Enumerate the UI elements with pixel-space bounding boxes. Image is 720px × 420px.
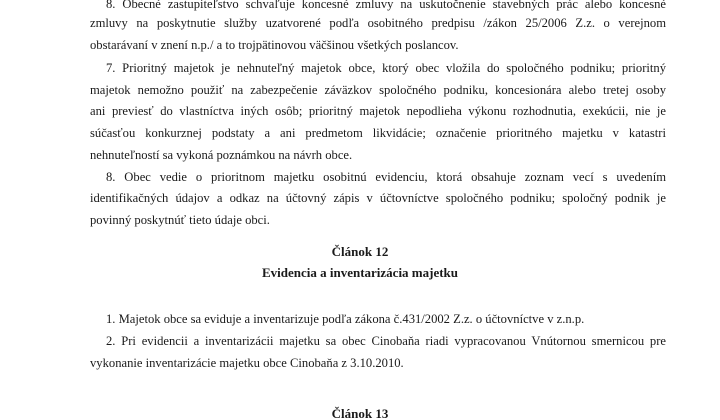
paragraph-7-line-1: 7. Prioritný majetok je nehnuteľný majetok obce, ktorý obec vložila do spoločného podniku; prioritný [106,61,666,75]
paragraph-8-line-2: identifikačných údajov a odkaz na účtovný zápis v účtovníctve spoločného podniku; spoločný podnik je [90,191,666,205]
article-12-paragraph-1: 1. Majetok obce sa eviduje a inventarizuje podľa zákona č.431/2002 Z.z. o účtovníctve v z.n.p. [106,312,585,326]
paragraph-7-line-5: nehnuteľností sa vykoná poznámkou na návrh obce. [90,148,353,162]
paragraph-6-line-3: obstarávaní v znení n.p./ a to trojpätinovou väčšinou všetkých poslancov. [90,38,459,52]
paragraph-8-line-1: 8. Obec vedie o prioritnom majetku osobitnú evidenciu, ktorá obsahuje zoznam vecí s uvedením [106,170,666,184]
article-12-title: Evidencia a inventarizácia majetku [261,265,459,280]
article-12-paragraph-2-line-1: 2. Pri evidencii a inventarizácii majetku sa obec Cinobaňa riadi vypracovanou Vnútornou smernicou pre [106,334,666,348]
paragraph-8-line-3: povinný poskytnúť tieto údaje obci. [90,213,270,227]
article-13-number: Článok 13 [331,406,389,420]
article-12-number: Článok 12 [331,244,389,259]
article-12-paragraph-2-line-2: vykonanie inventarizácie majetku obce Cinobaňa z 3.10.2010. [90,356,404,370]
paragraph-6-line-1: 8. Obecné zastupiteľstvo schvaľuje koncesné zmluvy na uskutočnenie stavebných prác alebo koncesné [106,0,666,11]
paragraph-7-line-4: súčasťou konkurznej podstaty a ani predmetom likvidácie; označenie prioritného majetku v katastri [90,126,666,140]
paragraph-7-line-3: ani previesť do vlastníctva iných osôb; prioritný majetok nepodlieha výkonu rozhodnutia, exekúcii, nie je [90,104,666,118]
paragraph-6-line-2: zmluvy na poskytnutie služby uzatvorené podľa osobitného predpisu /zákon 25/2006 Z.z. o verejnom [90,16,666,30]
paragraph-7-line-2: majetok nemožno použiť na zabezpečenie záväzkov spoločného podniku, koncesionára alebo tretej osoby [90,83,666,97]
